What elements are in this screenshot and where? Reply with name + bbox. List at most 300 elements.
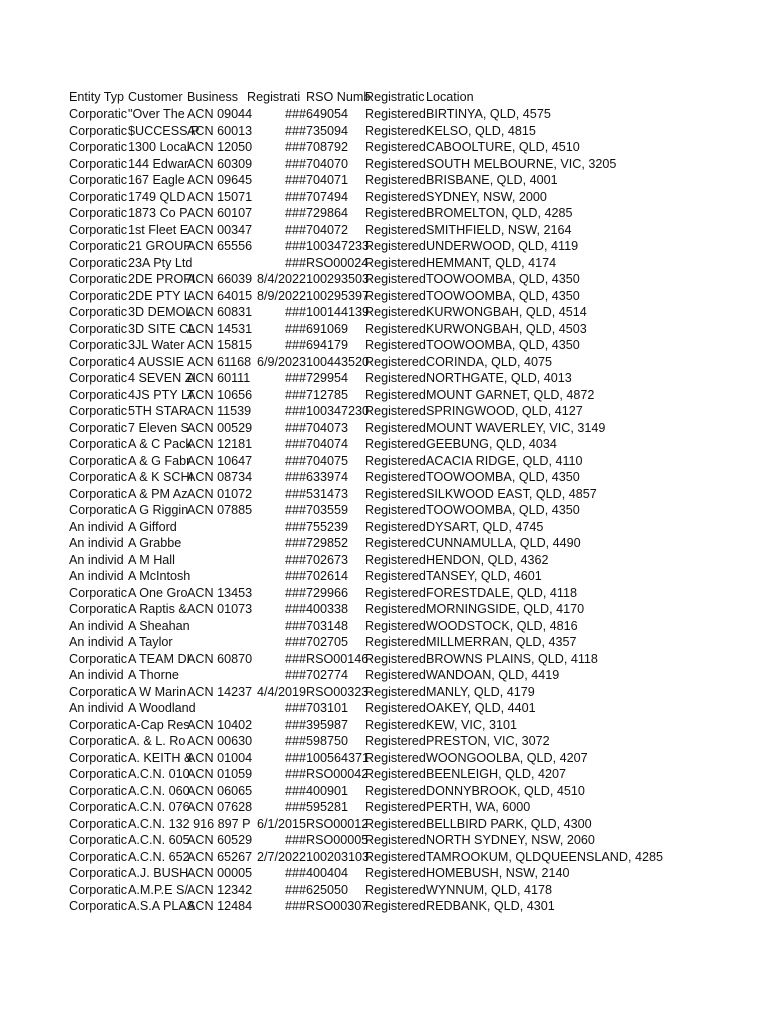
customer-cell[interactable]: A One Gro — [128, 585, 188, 600]
rso-number-cell[interactable]: 625050 — [306, 882, 349, 897]
business-cell[interactable]: ACN 60870 — [187, 651, 253, 666]
registration-status-cell[interactable]: Registered — [365, 651, 426, 666]
registration-date-cell[interactable]: ### — [284, 899, 306, 913]
registration-status-cell[interactable]: Registered — [365, 552, 426, 567]
location-cell[interactable]: KURWONGBAH, QLD, 4503 — [426, 321, 587, 336]
registration-status-cell[interactable]: Registered — [365, 816, 426, 831]
registration-status-cell[interactable]: Registered — [365, 536, 426, 550]
registration-status-cell[interactable]: Registered — [365, 767, 426, 781]
registration-date-cell[interactable]: ### — [284, 173, 306, 187]
location-cell[interactable]: MANLY, QLD, 4179 — [426, 684, 535, 699]
registration-status-cell[interactable]: Registered — [365, 519, 426, 534]
entity-type-cell[interactable]: Corporatic — [69, 816, 128, 831]
registration-date-cell[interactable]: ### — [284, 882, 306, 897]
entity-type-cell[interactable]: Corporatic — [69, 800, 128, 814]
registration-status-cell[interactable]: Registered — [365, 635, 426, 649]
entity-type-cell[interactable]: Corporatic — [69, 602, 128, 616]
business-cell[interactable]: ACN 12484 — [187, 899, 253, 913]
location-cell[interactable]: BRISBANE, QLD, 4001 — [426, 173, 558, 187]
location-cell[interactable]: TOOWOOMBA, QLD, 4350 — [426, 272, 580, 286]
customer-cell[interactable]: A.S.A PLAS — [128, 899, 196, 913]
registration-status-cell[interactable]: Registered — [365, 486, 426, 501]
rso-number-cell[interactable]: 100293503 — [306, 272, 370, 286]
registration-date-cell[interactable]: ### — [284, 470, 306, 484]
business-cell[interactable] — [187, 618, 247, 635]
business-cell[interactable]: ACN 00347 — [187, 222, 253, 237]
rso-number-cell[interactable]: 702614 — [306, 569, 349, 583]
customer-cell[interactable]: A M Hall — [128, 552, 175, 567]
registration-date-cell[interactable]: 8/9/2022 — [256, 288, 306, 303]
rso-number-cell[interactable]: 708792 — [306, 140, 349, 154]
rso-number-cell[interactable]: 649054 — [306, 107, 349, 121]
rso-number-cell[interactable]: 704074 — [306, 437, 349, 451]
customer-cell[interactable]: 4 SEVEN ZI — [128, 371, 196, 385]
rso-number-cell[interactable]: 702673 — [306, 552, 349, 567]
header-registration[interactable]: Registrati — [247, 90, 301, 104]
business-cell[interactable]: ACN 66039 — [187, 272, 253, 286]
location-cell[interactable]: NORTH SYDNEY, NSW, 2060 — [426, 833, 595, 847]
registration-status-cell[interactable]: Registered — [365, 107, 426, 121]
location-cell[interactable]: TOOWOOMBA, QLD, 4350 — [426, 338, 580, 352]
business-cell[interactable]: ACN 13453 — [187, 585, 253, 600]
business-cell[interactable] — [187, 568, 247, 585]
registration-date-cell[interactable]: ### — [284, 437, 306, 451]
location-cell[interactable]: TAMROOKUM, QLDQUEENSLAND, 4285 — [426, 849, 664, 864]
registration-date-cell[interactable]: ### — [284, 321, 306, 336]
business-cell[interactable]: ACN 07628 — [187, 800, 253, 814]
rso-number-cell[interactable]: 729852 — [306, 536, 349, 550]
entity-type-cell[interactable]: Corporatic — [69, 585, 128, 600]
registration-status-cell[interactable]: Registered — [365, 288, 426, 303]
registration-date-cell[interactable]: ### — [284, 783, 306, 798]
customer-cell[interactable]: A Raptis & — [128, 602, 187, 616]
customer-cell[interactable]: "Over The — [128, 107, 185, 121]
rso-number-cell[interactable]: 100295397 — [306, 288, 370, 303]
rso-number-cell[interactable]: RSO00323 — [306, 684, 369, 699]
customer-cell[interactable]: 3JL Water — [128, 338, 185, 352]
location-cell[interactable]: WANDOAN, QLD, 4419 — [426, 668, 560, 682]
rso-number-cell[interactable]: 707494 — [306, 189, 349, 204]
registration-date-cell[interactable]: ### — [284, 156, 306, 171]
location-cell[interactable]: BELLBIRD PARK, QLD, 4300 — [426, 816, 592, 831]
entity-type-cell[interactable]: Corporatic — [69, 767, 128, 781]
business-cell[interactable]: ACN 08734 — [187, 470, 253, 484]
location-cell[interactable]: SOUTH MELBOURNE, VIC, 3205 — [426, 156, 617, 171]
business-cell[interactable]: ACN 10402 — [187, 717, 253, 732]
entity-type-cell[interactable]: Corporatic — [69, 717, 128, 732]
registration-status-cell[interactable]: Registered — [365, 354, 426, 369]
registration-date-cell[interactable]: ### — [284, 668, 306, 682]
customer-cell[interactable]: 1749 QLD — [128, 189, 186, 204]
customer-cell[interactable]: A W Marin — [128, 684, 187, 699]
entity-type-cell[interactable]: Corporatic — [69, 140, 128, 154]
entity-type-cell[interactable]: An individ — [69, 635, 124, 649]
business-cell[interactable] — [187, 552, 247, 569]
customer-cell[interactable]: A.C.N. 060 — [128, 783, 190, 798]
location-cell[interactable]: MILLMERRAN, QLD, 4357 — [426, 635, 577, 649]
business-cell[interactable]: ACN 64015 — [187, 288, 253, 303]
entity-type-cell[interactable]: Corporatic — [69, 750, 128, 765]
entity-type-cell[interactable]: Corporatic — [69, 783, 128, 798]
rso-number-cell[interactable]: 100443520 — [306, 354, 370, 369]
registration-status-cell[interactable]: Registered — [365, 618, 426, 633]
rso-number-cell[interactable]: 100564371 — [306, 750, 370, 765]
location-cell[interactable]: WYNNUM, QLD, 4178 — [426, 882, 552, 897]
business-cell[interactable]: ACN 60111 — [187, 371, 251, 385]
location-cell[interactable]: NORTHGATE, QLD, 4013 — [426, 371, 572, 385]
entity-type-cell[interactable]: Corporatic — [69, 866, 128, 880]
registration-date-cell[interactable]: ### — [284, 866, 306, 880]
business-cell[interactable] — [187, 255, 247, 272]
registration-date-cell[interactable]: ### — [284, 123, 306, 138]
entity-type-cell[interactable]: Corporatic — [69, 156, 128, 171]
location-cell[interactable]: CABOOLTURE, QLD, 4510 — [426, 140, 580, 154]
entity-type-cell[interactable]: Corporatic — [69, 107, 128, 121]
registration-status-cell[interactable]: Registered — [365, 321, 426, 336]
customer-cell[interactable]: A Taylor — [128, 635, 173, 649]
registration-status-cell[interactable]: Registered — [365, 684, 426, 699]
customer-cell[interactable]: A TEAM DI — [128, 651, 191, 666]
location-cell[interactable]: SYDNEY, NSW, 2000 — [426, 189, 547, 204]
registration-date-cell[interactable]: ### — [284, 503, 306, 517]
rso-number-cell[interactable]: 704071 — [306, 173, 349, 187]
customer-cell[interactable]: A & PM Az — [128, 486, 188, 501]
location-cell[interactable]: REDBANK, QLD, 4301 — [426, 899, 555, 913]
rso-number-cell[interactable]: 704073 — [306, 420, 349, 435]
location-cell[interactable]: CORINDA, QLD, 4075 — [426, 354, 552, 369]
location-cell[interactable]: ACACIA RIDGE, QLD, 4110 — [426, 453, 583, 468]
location-cell[interactable]: BROMELTON, QLD, 4285 — [426, 206, 573, 220]
registration-status-cell[interactable]: Registered — [365, 173, 426, 187]
business-cell[interactable] — [187, 667, 247, 684]
location-cell[interactable]: KEW, VIC, 3101 — [426, 717, 517, 732]
registration-date-cell[interactable]: 4/4/2019 — [256, 684, 306, 699]
customer-cell[interactable]: A. KEITH & — [128, 750, 193, 765]
entity-type-cell[interactable]: Corporatic — [69, 503, 128, 517]
rso-number-cell[interactable]: RSO00024 — [306, 255, 369, 270]
registration-status-cell[interactable]: Registered — [365, 222, 426, 237]
rso-number-cell[interactable]: 598750 — [306, 734, 349, 748]
header-customer[interactable]: Customer — [128, 90, 183, 104]
business-cell[interactable] — [187, 519, 247, 536]
entity-type-cell[interactable]: Corporatic — [69, 453, 128, 468]
registration-date-cell[interactable]: ### — [284, 107, 306, 121]
location-cell[interactable]: CUNNAMULLA, QLD, 4490 — [426, 536, 581, 550]
customer-cell[interactable]: 2DE PTY L — [128, 288, 191, 303]
registration-date-cell[interactable]: ### — [284, 569, 306, 583]
registration-status-cell[interactable]: Registered — [365, 866, 426, 880]
rso-number-cell[interactable]: RSO00042 — [306, 767, 369, 781]
business-cell[interactable]: ACN 07885 — [187, 503, 253, 517]
rso-number-cell[interactable]: RSO00146 — [306, 651, 369, 666]
header-entity-type[interactable]: Entity Typ — [69, 90, 125, 104]
customer-cell[interactable]: A Sheahan — [128, 618, 190, 633]
registration-date-cell[interactable]: ### — [284, 371, 306, 385]
rso-number-cell[interactable]: 704070 — [306, 156, 349, 171]
customer-cell[interactable]: 4 AUSSIE — [128, 354, 185, 369]
registration-status-cell[interactable]: Registered — [365, 140, 426, 154]
entity-type-cell[interactable]: Corporatic — [69, 189, 128, 204]
rso-number-cell[interactable]: 702774 — [306, 668, 349, 682]
customer-cell[interactable]: A.C.N. 132 916 897 P — [128, 816, 251, 831]
business-cell[interactable]: ACN 12050 — [187, 140, 253, 154]
business-cell[interactable]: ACN 61168 — [187, 354, 252, 369]
customer-cell[interactable]: A & G Fabr — [128, 453, 191, 468]
registration-date-cell[interactable]: 6/1/2015 — [256, 816, 306, 831]
business-cell[interactable] — [187, 634, 247, 651]
customer-cell[interactable]: 1873 Co P — [128, 206, 188, 220]
registration-status-cell[interactable]: Registered — [365, 272, 426, 286]
entity-type-cell[interactable]: Corporatic — [69, 651, 128, 666]
registration-status-cell[interactable]: Registered — [365, 189, 426, 204]
registration-status-cell[interactable]: Registered — [365, 717, 426, 732]
entity-type-cell[interactable]: An individ — [69, 618, 124, 633]
rso-number-cell[interactable]: 400901 — [306, 783, 349, 798]
customer-cell[interactable]: A.C.N. 652 — [128, 849, 190, 864]
customer-cell[interactable]: $UCCESS P — [128, 123, 200, 138]
entity-type-cell[interactable]: Corporatic — [69, 899, 128, 913]
customer-cell[interactable]: A.C.N. 605 — [128, 833, 190, 847]
entity-type-cell[interactable]: Corporatic — [69, 882, 128, 897]
entity-type-cell[interactable]: An individ — [69, 552, 124, 567]
rso-number-cell[interactable]: RSO00307 — [306, 899, 369, 913]
location-cell[interactable]: MOUNT GARNET, QLD, 4872 — [426, 387, 595, 402]
registration-status-cell[interactable]: Registered — [365, 849, 426, 864]
entity-type-cell[interactable]: Corporatic — [69, 354, 128, 369]
customer-cell[interactable]: 23A Pty Ltd — [128, 255, 193, 270]
business-cell[interactable]: ACN 65267 — [187, 849, 253, 864]
rso-number-cell[interactable]: 703101 — [306, 701, 349, 715]
rso-number-cell[interactable]: 531473 — [306, 486, 349, 501]
customer-cell[interactable]: A & C Pack — [128, 437, 192, 451]
location-cell[interactable]: BEENLEIGH, QLD, 4207 — [426, 767, 566, 781]
registration-date-cell[interactable]: ### — [284, 800, 306, 814]
business-cell[interactable]: ACN 65556 — [187, 239, 253, 253]
entity-type-cell[interactable]: Corporatic — [69, 255, 128, 270]
entity-type-cell[interactable]: Corporatic — [69, 239, 128, 253]
registration-date-cell[interactable]: ### — [284, 519, 306, 534]
customer-cell[interactable]: 144 Edwar — [128, 156, 189, 171]
registration-status-cell[interactable]: Registered — [365, 734, 426, 748]
customer-cell[interactable]: A Woodland — [128, 701, 196, 715]
registration-date-cell[interactable]: ### — [284, 305, 306, 319]
entity-type-cell[interactable]: Corporatic — [69, 404, 128, 418]
registration-date-cell[interactable]: ### — [284, 536, 306, 550]
rso-number-cell[interactable]: 100347230 — [306, 404, 370, 418]
registration-date-cell[interactable]: ### — [284, 387, 306, 402]
business-cell[interactable]: ACN 14237 — [187, 684, 253, 699]
rso-number-cell[interactable]: RSO00005 — [306, 833, 369, 847]
rso-number-cell[interactable]: 400404 — [306, 866, 349, 880]
registration-status-cell[interactable]: Registered — [365, 602, 426, 616]
registration-status-cell[interactable]: Registered — [365, 470, 426, 484]
business-cell[interactable]: ACN 60309 — [187, 156, 253, 171]
customer-cell[interactable]: 1st Fleet E — [128, 222, 189, 237]
customer-cell[interactable]: A. & L. Ro — [128, 734, 186, 748]
header-business[interactable]: Business — [187, 90, 239, 104]
registration-status-cell[interactable]: Registered — [365, 206, 426, 220]
rso-number-cell[interactable]: 735094 — [306, 123, 349, 138]
registration-date-cell[interactable]: ### — [284, 701, 306, 715]
rso-number-cell[interactable]: 400338 — [306, 602, 349, 616]
location-cell[interactable]: MORNINGSIDE, QLD, 4170 — [426, 602, 585, 616]
entity-type-cell[interactable]: Corporatic — [69, 849, 128, 864]
location-cell[interactable]: SILKWOOD EAST, QLD, 4857 — [426, 486, 597, 501]
customer-cell[interactable]: A.C.N. 076 — [128, 800, 190, 814]
registration-status-cell[interactable]: Registered — [365, 305, 426, 319]
entity-type-cell[interactable]: Corporatic — [69, 272, 128, 286]
entity-type-cell[interactable]: An individ — [69, 668, 124, 682]
rso-number-cell[interactable]: 702705 — [306, 635, 349, 649]
entity-type-cell[interactable]: Corporatic — [69, 833, 128, 847]
business-cell[interactable]: ACN 60529 — [187, 833, 253, 847]
rso-number-cell[interactable]: 100203103 — [306, 849, 370, 864]
business-cell[interactable]: ACN 09044 — [187, 107, 253, 121]
customer-cell[interactable]: A.J. BUSH — [128, 866, 189, 880]
business-cell[interactable]: ACN 09645 — [187, 173, 253, 187]
location-cell[interactable]: SPRINGWOOD, QLD, 4127 — [426, 404, 583, 418]
entity-type-cell[interactable]: Corporatic — [69, 338, 128, 352]
business-cell[interactable]: ACN 12181 — [187, 437, 253, 451]
registration-status-cell[interactable]: Registered — [365, 585, 426, 600]
registration-date-cell[interactable]: ### — [284, 635, 306, 649]
rso-number-cell[interactable]: 691069 — [306, 321, 349, 336]
business-cell[interactable]: ACN 00630 — [187, 734, 253, 748]
rso-number-cell[interactable]: 633974 — [306, 470, 349, 484]
location-cell[interactable]: UNDERWOOD, QLD, 4119 — [426, 239, 579, 253]
registration-date-cell[interactable]: ### — [284, 717, 306, 732]
registration-date-cell[interactable]: ### — [284, 206, 306, 220]
rso-number-cell[interactable]: 755239 — [306, 519, 349, 534]
registration-date-cell[interactable]: ### — [284, 255, 306, 270]
customer-cell[interactable]: A.M.P.E S/ — [128, 882, 188, 897]
entity-type-cell[interactable]: Corporatic — [69, 684, 128, 699]
business-cell[interactable]: ACN 10656 — [187, 387, 253, 402]
entity-type-cell[interactable]: An individ — [69, 569, 124, 583]
rso-number-cell[interactable]: 704075 — [306, 453, 349, 468]
customer-cell[interactable]: A Grabbe — [128, 536, 182, 550]
registration-status-cell[interactable]: Registered — [365, 420, 426, 435]
registration-date-cell[interactable]: ### — [284, 239, 306, 253]
location-cell[interactable]: KELSO, QLD, 4815 — [426, 123, 536, 138]
entity-type-cell[interactable]: An individ — [69, 536, 124, 550]
registration-date-cell[interactable]: 6/9/2023 — [256, 354, 306, 369]
business-cell[interactable]: ACN 01073 — [187, 602, 253, 616]
rso-number-cell[interactable]: 595281 — [306, 800, 349, 814]
header-location[interactable]: Location — [426, 90, 474, 104]
location-cell[interactable]: HENDON, QLD, 4362 — [426, 552, 549, 567]
customer-cell[interactable]: 2DE PROPI — [128, 272, 196, 286]
registration-date-cell[interactable]: ### — [284, 140, 306, 154]
location-cell[interactable]: KURWONGBAH, QLD, 4514 — [426, 305, 587, 319]
entity-type-cell[interactable]: An individ — [69, 701, 124, 715]
registration-date-cell[interactable]: ### — [284, 189, 306, 204]
registration-status-cell[interactable]: Registered — [365, 371, 426, 385]
registration-status-cell[interactable]: Registered — [365, 701, 426, 715]
location-cell[interactable]: WOONGOOLBA, QLD, 4207 — [426, 750, 588, 765]
registration-date-cell[interactable]: ### — [284, 750, 306, 765]
customer-cell[interactable]: A.C.N. 010 — [128, 767, 190, 781]
entity-type-cell[interactable]: Corporatic — [69, 305, 128, 319]
registration-date-cell[interactable]: ### — [284, 420, 306, 435]
customer-cell[interactable]: 3D DEMOL — [128, 305, 193, 319]
registration-date-cell[interactable]: ### — [284, 338, 306, 352]
business-cell[interactable]: ACN 00005 — [187, 866, 253, 880]
rso-number-cell[interactable]: 100144139 — [306, 305, 370, 319]
rso-number-cell[interactable]: 704072 — [306, 222, 349, 237]
registration-status-cell[interactable]: Registered — [365, 569, 426, 583]
customer-cell[interactable]: A McIntosh — [128, 569, 191, 583]
entity-type-cell[interactable]: Corporatic — [69, 420, 128, 435]
entity-type-cell[interactable]: Corporatic — [69, 437, 128, 451]
business-cell[interactable]: ACN 60831 — [187, 305, 253, 319]
entity-type-cell[interactable]: Corporatic — [69, 206, 128, 220]
entity-type-cell[interactable]: Corporatic — [69, 734, 128, 748]
business-cell[interactable]: ACN 60107 — [187, 206, 253, 220]
registration-status-cell[interactable]: Registered — [365, 404, 426, 418]
location-cell[interactable]: TOOWOOMBA, QLD, 4350 — [426, 288, 580, 303]
rso-number-cell[interactable]: 712785 — [306, 387, 349, 402]
customer-cell[interactable]: A Gifford — [128, 519, 177, 534]
customer-cell[interactable]: A Thorne — [128, 668, 179, 682]
registration-date-cell[interactable]: ### — [284, 602, 306, 616]
location-cell[interactable]: HEMMANT, QLD, 4174 — [426, 255, 557, 270]
entity-type-cell[interactable]: Corporatic — [69, 486, 128, 501]
business-cell[interactable]: ACN 01004 — [187, 750, 253, 765]
registration-date-cell[interactable]: ### — [284, 618, 306, 633]
rso-number-cell[interactable]: 729954 — [306, 371, 349, 385]
registration-status-cell[interactable]: Registered — [365, 387, 426, 402]
registration-status-cell[interactable]: Registered — [365, 783, 426, 798]
customer-cell[interactable]: A & K SCHI — [128, 470, 194, 484]
business-cell[interactable]: ACN 00529 — [187, 420, 253, 435]
rso-number-cell[interactable]: 100347233 — [306, 239, 370, 253]
registration-date-cell[interactable]: ### — [284, 585, 306, 600]
entity-type-cell[interactable]: Corporatic — [69, 371, 128, 385]
location-cell[interactable]: FORESTDALE, QLD, 4118 — [426, 585, 577, 600]
registration-date-cell[interactable]: ### — [284, 222, 306, 237]
location-cell[interactable]: HOMEBUSH, NSW, 2140 — [426, 866, 570, 880]
business-cell[interactable]: ACN 11539 — [187, 404, 252, 418]
registration-date-cell[interactable]: ### — [284, 486, 306, 501]
registration-status-cell[interactable]: Registered — [365, 503, 426, 517]
entity-type-cell[interactable]: Corporatic — [69, 173, 128, 187]
customer-cell[interactable]: 1300 Local — [128, 140, 190, 154]
location-cell[interactable]: OAKEY, QLD, 4401 — [426, 701, 536, 715]
registration-date-cell[interactable]: 2/7/2022 — [256, 849, 306, 864]
rso-number-cell[interactable]: 395987 — [306, 717, 349, 732]
customer-cell[interactable]: 167 Eagle : — [128, 173, 192, 187]
rso-number-cell[interactable]: 703559 — [306, 503, 349, 517]
registration-status-cell[interactable]: Registered — [365, 453, 426, 468]
registration-date-cell[interactable]: ### — [284, 734, 306, 748]
registration-status-cell[interactable]: Registered — [365, 833, 426, 847]
business-cell[interactable]: ACN 12342 — [187, 882, 253, 897]
location-cell[interactable]: PERTH, WA, 6000 — [426, 800, 531, 814]
location-cell[interactable]: PRESTON, VIC, 3072 — [426, 734, 550, 748]
customer-cell[interactable]: 4JS PTY LT — [128, 387, 195, 402]
header-registration-status[interactable]: Registratic — [365, 90, 425, 104]
registration-status-cell[interactable]: Registered — [365, 338, 426, 352]
rso-number-cell[interactable]: 729966 — [306, 585, 349, 600]
business-cell[interactable] — [187, 700, 247, 717]
customer-cell[interactable]: A-Cap Res — [128, 717, 190, 732]
registration-status-cell[interactable]: Registered — [365, 899, 426, 913]
rso-number-cell[interactable]: 703148 — [306, 618, 349, 633]
registration-status-cell[interactable]: Registered — [365, 437, 426, 451]
business-cell[interactable] — [187, 535, 247, 552]
rso-number-cell[interactable]: 694179 — [306, 338, 349, 352]
